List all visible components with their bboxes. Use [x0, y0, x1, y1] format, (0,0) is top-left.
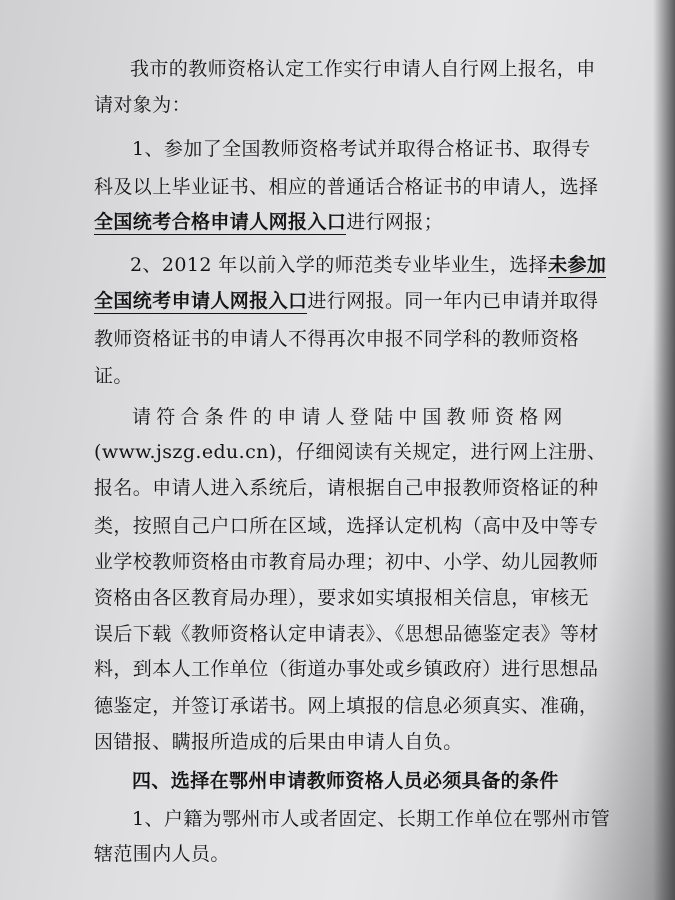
text-line: 请符合条件的申请人登陆中国教师资格网	[132, 406, 568, 428]
underlined-link-text: 未参加	[548, 254, 607, 276]
text-line: 因错报、瞒报所造成的后果由申请人自负。	[94, 731, 463, 753]
text-line: 资格由各区教育局办理），要求如实填报相关信息，审核无	[94, 587, 589, 609]
page-shadow-edge	[653, 0, 675, 900]
text-line: 证。	[94, 365, 133, 387]
text-line: 1、参加了全国教师资格考试并取得合格证书、取得专	[132, 138, 591, 160]
text-line: 报名。申请人进入系统后，请根据自己申报教师资格证的种	[94, 477, 599, 499]
text-line	[94, 289, 598, 313]
text-line: 请对象为：	[94, 94, 192, 116]
text-line: 科及以上毕业证书、相应的普通话合格证书的申请人，选择	[94, 176, 599, 198]
text-line: 我市的教师资格认定工作实行申请人自行网上报名，申	[130, 58, 596, 80]
text-fragment: 进行网报。同一年内已申请并取得	[307, 290, 599, 312]
underlined-link-text: 全国统考合格申请人网报入口	[94, 211, 347, 233]
text-line: 辖范围内人员。	[94, 843, 230, 865]
text-line	[94, 210, 443, 234]
text-fragment: 进行网报；	[346, 211, 444, 233]
text-line: 德鉴定，并签订承诺书。网上填报的信息必须真实、准确，	[94, 695, 599, 717]
text-line	[130, 253, 606, 277]
text-line: 类，按照自己户口所在区域，选择认定机构（高中及中等专	[94, 515, 599, 537]
text-line: (www.jszg.edu.cn)，仔细阅读有关规定，进行网上注册、	[94, 441, 607, 463]
text-line: 料，到本人工作单位（街道办事处或乡镇政府）进行思想品	[94, 658, 599, 680]
underlined-link-text: 全国统考申请人网报入口	[94, 290, 308, 312]
text-line: 业学校教师资格由市教育局办理；初中、小学、幼儿园教师	[94, 551, 599, 573]
text-fragment: 2、2012 年以前入学的师范类专业毕业生，选择	[130, 254, 549, 276]
text-line: 教师资格证书的申请人不得再次申报不同学科的教师资格	[94, 328, 580, 350]
text-line: 误后下载《教师资格认定申请表》、《思想品德鉴定表》等材	[94, 623, 599, 645]
text-line: 1、户籍为鄂州市人或者固定、长期工作单位在鄂州市管	[132, 808, 611, 830]
section-heading: 四、选择在鄂州申请教师资格人员必须具备的条件	[132, 770, 559, 792]
